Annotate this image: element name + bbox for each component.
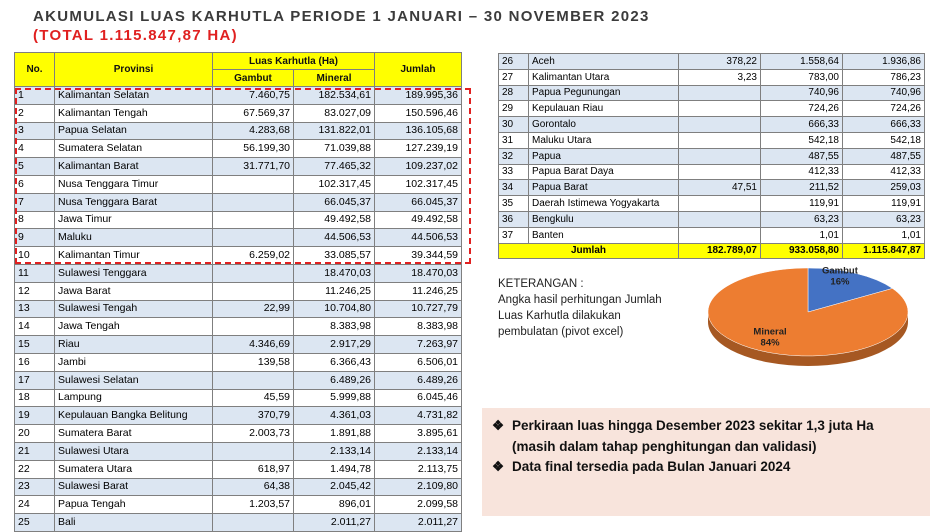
cell-no: 5 (15, 158, 55, 176)
cell-jumlah: 2.011,27 (375, 514, 462, 532)
header-no: No. (15, 53, 55, 87)
cell-provinsi: Papua Tengah (55, 496, 213, 514)
cell-mineral: 1.494,78 (294, 460, 375, 478)
cell-gambut: 7.460,75 (213, 87, 294, 105)
cell-mineral: 77.465,32 (294, 158, 375, 176)
cell-gambut (213, 371, 294, 389)
cell-mineral: 542,18 (761, 132, 843, 148)
total-label: Jumlah (499, 243, 679, 259)
cell-mineral: 4.361,03 (294, 407, 375, 425)
cell-provinsi: Jawa Tengah (55, 318, 213, 336)
cell-provinsi: Maluku Utara (529, 132, 679, 148)
cell-provinsi: Sumatera Utara (55, 460, 213, 478)
cell-gambut: 618,97 (213, 460, 294, 478)
table-row (499, 117, 925, 133)
cell-gambut (213, 442, 294, 460)
total-gambut: 182.789,07 (679, 243, 761, 259)
cell-gambut (679, 196, 761, 212)
projection-box (482, 408, 930, 516)
cell-gambut (679, 148, 761, 164)
total-row (499, 243, 925, 259)
cell-provinsi: Papua Pegunungan (529, 85, 679, 101)
cell-jumlah: 189.995,36 (375, 87, 462, 105)
cell-provinsi: Kalimantan Tengah (55, 104, 213, 122)
cell-jumlah: 102.317,45 (375, 175, 462, 193)
cell-no: 25 (15, 514, 55, 532)
cell-provinsi: Jambi (55, 353, 213, 371)
cell-provinsi: Kalimantan Barat (55, 158, 213, 176)
cell-mineral: 783,00 (761, 69, 843, 85)
cell-no: 37 (499, 227, 529, 243)
cell-jumlah: 109.237,02 (375, 158, 462, 176)
cell-gambut: 3,23 (679, 69, 761, 85)
cell-mineral: 11.246,25 (294, 282, 375, 300)
cell-no: 22 (15, 460, 55, 478)
cell-provinsi: Sumatera Barat (55, 425, 213, 443)
cell-provinsi: Sulawesi Barat (55, 478, 213, 496)
cell-gambut: 31.771,70 (213, 158, 294, 176)
cell-gambut (213, 318, 294, 336)
cell-jumlah: 1.936,86 (843, 54, 925, 70)
cell-jumlah: 119,91 (843, 196, 925, 212)
cell-mineral: 1.891,88 (294, 425, 375, 443)
page-subtitle-total: (TOTAL 1.115.847,87 HA) (33, 27, 238, 44)
top-ten-highlight-box (15, 88, 471, 264)
cell-jumlah: 542,18 (843, 132, 925, 148)
cell-jumlah: 7.263,97 (375, 336, 462, 354)
note-heading: KETERANGAN : (498, 278, 584, 290)
table-row (15, 282, 462, 300)
cell-gambut: 4.283,68 (213, 122, 294, 140)
cell-no: 7 (15, 193, 55, 211)
cell-mineral: 2.917,29 (294, 336, 375, 354)
cell-gambut (679, 117, 761, 133)
cell-provinsi: Kalimantan Utara (529, 69, 679, 85)
table-row (499, 69, 925, 85)
cell-no: 11 (15, 264, 55, 282)
cell-gambut: 47,51 (679, 180, 761, 196)
cell-mineral: 2.011,27 (294, 514, 375, 532)
cell-gambut (679, 132, 761, 148)
cell-no: 21 (15, 442, 55, 460)
cell-gambut: 4.346,69 (213, 336, 294, 354)
cell-jumlah: 49.492,58 (375, 211, 462, 229)
table-row (499, 132, 925, 148)
table-row (15, 318, 462, 336)
cell-gambut (679, 101, 761, 117)
cell-provinsi: Sulawesi Tenggara (55, 264, 213, 282)
cell-mineral: 131.822,01 (294, 122, 375, 140)
cell-gambut (679, 227, 761, 243)
cell-provinsi: Kepulauan Bangka Belitung (55, 407, 213, 425)
header-luas: Luas Karhutla (Ha) (213, 53, 375, 70)
cell-gambut: 56.199,30 (213, 140, 294, 158)
cell-provinsi: Sulawesi Utara (55, 442, 213, 460)
cell-no: 19 (15, 407, 55, 425)
cell-jumlah: 724,26 (843, 101, 925, 117)
cell-jumlah: 127.239,19 (375, 140, 462, 158)
diamond-bullet-icon: ❖ (492, 418, 505, 433)
header-jumlah: Jumlah (375, 53, 462, 87)
cell-provinsi: Maluku (55, 229, 213, 247)
cell-mineral: 10.704,80 (294, 300, 375, 318)
cell-provinsi: Daerah Istimewa Yogyakarta (529, 196, 679, 212)
cell-no: 20 (15, 425, 55, 443)
table-row (499, 164, 925, 180)
pie-chart (690, 262, 930, 380)
cell-no: 6 (15, 175, 55, 193)
cell-no: 23 (15, 478, 55, 496)
cell-no: 4 (15, 140, 55, 158)
table-row (15, 442, 462, 460)
cell-provinsi: Jawa Barat (55, 282, 213, 300)
cell-gambut: 45,59 (213, 389, 294, 407)
cell-provinsi: Kalimantan Timur (55, 247, 213, 265)
cell-no: 26 (499, 54, 529, 70)
cell-provinsi: Aceh (529, 54, 679, 70)
cell-no: 10 (15, 247, 55, 265)
cell-no: 28 (499, 85, 529, 101)
table-row (15, 478, 462, 496)
header-provinsi: Provinsi (55, 53, 213, 87)
table-row (15, 264, 462, 282)
cell-no: 8 (15, 211, 55, 229)
cell-jumlah: 10.727,79 (375, 300, 462, 318)
cell-mineral: 1.558,64 (761, 54, 843, 70)
cell-jumlah: 11.246,25 (375, 282, 462, 300)
cell-no: 12 (15, 282, 55, 300)
cell-jumlah: 63,23 (843, 211, 925, 227)
cell-gambut (679, 85, 761, 101)
pie-label-mineral: Mineral (753, 326, 787, 338)
cell-no: 13 (15, 300, 55, 318)
cell-no: 35 (499, 196, 529, 212)
cell-jumlah: 6.045,46 (375, 389, 462, 407)
cell-provinsi: Bali (55, 514, 213, 532)
cell-mineral: 44.506,53 (294, 229, 375, 247)
cell-provinsi: Nusa Tenggara Barat (55, 193, 213, 211)
cell-jumlah: 8.383,98 (375, 318, 462, 336)
cell-jumlah: 740,96 (843, 85, 925, 101)
table-row (15, 425, 462, 443)
cell-mineral: 2.133,14 (294, 442, 375, 460)
table-row (15, 496, 462, 514)
cell-mineral: 896,01 (294, 496, 375, 514)
header-gambut: Gambut (213, 70, 294, 87)
cell-no: 2 (15, 104, 55, 122)
note-line-1: Angka hasil perhitungan Jumlah (498, 294, 662, 306)
cell-jumlah: 6.506,01 (375, 353, 462, 371)
cell-mineral: 6.366,43 (294, 353, 375, 371)
cell-jumlah: 150.596,46 (375, 104, 462, 122)
cell-no: 34 (499, 180, 529, 196)
cell-jumlah: 6.489,26 (375, 371, 462, 389)
cell-mineral: 63,23 (761, 211, 843, 227)
cell-mineral: 83.027,09 (294, 104, 375, 122)
cell-gambut (679, 211, 761, 227)
cell-provinsi: Sumatera Selatan (55, 140, 213, 158)
pie-label-gambut: Gambut (821, 265, 858, 277)
cell-mineral: 8.383,98 (294, 318, 375, 336)
cell-gambut: 1.203,57 (213, 496, 294, 514)
cell-no: 18 (15, 389, 55, 407)
cell-provinsi: Sulawesi Tengah (55, 300, 213, 318)
cell-gambut (213, 264, 294, 282)
cell-provinsi: Papua Selatan (55, 122, 213, 140)
table-row (15, 389, 462, 407)
cell-provinsi: Nusa Tenggara Timur (55, 175, 213, 193)
table-row (499, 227, 925, 243)
cell-mineral: 33.085,57 (294, 247, 375, 265)
cell-provinsi: Banten (529, 227, 679, 243)
cell-gambut: 139,58 (213, 353, 294, 371)
cell-jumlah: 66.045,37 (375, 193, 462, 211)
cell-mineral: 102.317,45 (294, 175, 375, 193)
pie-percent-gambut: 16% (830, 276, 850, 288)
cell-mineral: 724,26 (761, 101, 843, 117)
table-row (15, 514, 462, 532)
cell-jumlah: 786,23 (843, 69, 925, 85)
province-table-right (498, 53, 925, 259)
cell-no: 17 (15, 371, 55, 389)
table-row (499, 196, 925, 212)
cell-jumlah: 2.113,75 (375, 460, 462, 478)
cell-gambut: 6.259,02 (213, 247, 294, 265)
cell-gambut: 2.003,73 (213, 425, 294, 443)
cell-jumlah: 44.506,53 (375, 229, 462, 247)
cell-jumlah: 259,03 (843, 180, 925, 196)
cell-mineral: 740,96 (761, 85, 843, 101)
note-line-2: Luas Karhutla dilakukan (498, 310, 621, 322)
table-row (15, 460, 462, 478)
bullet-item-projection: ❖ Perkiraan luas hingga Desember 2023 sekitar 1,3 juta Ha (masih dalam tahap penghitungan dan validasi) (492, 418, 874, 454)
cell-gambut (213, 282, 294, 300)
table-row (499, 101, 925, 117)
cell-jumlah: 412,33 (843, 164, 925, 180)
cell-mineral: 1,01 (761, 227, 843, 243)
cell-jumlah: 4.731,82 (375, 407, 462, 425)
cell-mineral: 182.534,61 (294, 87, 375, 105)
cell-provinsi: Kepulauan Riau (529, 101, 679, 117)
cell-mineral: 487,55 (761, 148, 843, 164)
cell-provinsi: Bengkulu (529, 211, 679, 227)
cell-mineral: 5.999,88 (294, 389, 375, 407)
cell-no: 29 (499, 101, 529, 117)
cell-gambut: 378,22 (679, 54, 761, 70)
cell-jumlah: 136.105,68 (375, 122, 462, 140)
cell-no: 1 (15, 87, 55, 105)
cell-no: 3 (15, 122, 55, 140)
cell-no: 31 (499, 132, 529, 148)
cell-no: 27 (499, 69, 529, 85)
cell-provinsi: Papua Barat (529, 180, 679, 196)
cell-provinsi: Riau (55, 336, 213, 354)
table-row (15, 407, 462, 425)
table-row (499, 85, 925, 101)
cell-no: 24 (15, 496, 55, 514)
cell-gambut (679, 164, 761, 180)
table-row (499, 180, 925, 196)
cell-jumlah: 39.344,59 (375, 247, 462, 265)
cell-no: 15 (15, 336, 55, 354)
cell-gambut: 370,79 (213, 407, 294, 425)
cell-jumlah: 1,01 (843, 227, 925, 243)
cell-mineral: 66.045,37 (294, 193, 375, 211)
pie-percent-mineral: 84% (760, 337, 780, 349)
page-title: AKUMULASI LUAS KARHUTLA PERIODE 1 JANUARI – 30 NOVEMBER 2023 (33, 8, 650, 25)
cell-jumlah: 666,33 (843, 117, 925, 133)
cell-mineral: 71.039,88 (294, 140, 375, 158)
cell-jumlah: 2.099,58 (375, 496, 462, 514)
header-mineral: Mineral (294, 70, 375, 87)
cell-jumlah: 18.470,03 (375, 264, 462, 282)
cell-mineral: 666,33 (761, 117, 843, 133)
cell-no: 36 (499, 211, 529, 227)
note-block (498, 276, 662, 340)
cell-provinsi: Papua (529, 148, 679, 164)
cell-gambut: 64,38 (213, 478, 294, 496)
cell-gambut (213, 514, 294, 532)
cell-no: 32 (499, 148, 529, 164)
cell-provinsi: Sulawesi Selatan (55, 371, 213, 389)
total-mineral: 933.058,80 (761, 243, 843, 259)
diamond-bullet-icon: ❖ (492, 459, 505, 474)
cell-provinsi: Papua Barat Daya (529, 164, 679, 180)
table-row (15, 371, 462, 389)
table-row (15, 353, 462, 371)
table-row (499, 54, 925, 70)
cell-provinsi: Kalimantan Selatan (55, 87, 213, 105)
cell-mineral: 2.045,42 (294, 478, 375, 496)
cell-provinsi: Jawa Timur (55, 211, 213, 229)
total-jumlah: 1.115.847,87 (843, 243, 925, 259)
note-line-3: pembulatan (pivot excel) (498, 326, 624, 338)
table-row (15, 300, 462, 318)
cell-no: 14 (15, 318, 55, 336)
cell-jumlah: 2.133,14 (375, 442, 462, 460)
table-row (499, 211, 925, 227)
cell-no: 9 (15, 229, 55, 247)
cell-gambut: 67.569,37 (213, 104, 294, 122)
cell-no: 30 (499, 117, 529, 133)
cell-jumlah: 2.109,80 (375, 478, 462, 496)
cell-mineral: 49.492,58 (294, 211, 375, 229)
table-row (15, 336, 462, 354)
cell-mineral: 412,33 (761, 164, 843, 180)
cell-provinsi: Gorontalo (529, 117, 679, 133)
cell-mineral: 119,91 (761, 196, 843, 212)
cell-mineral: 211,52 (761, 180, 843, 196)
cell-mineral: 18.470,03 (294, 264, 375, 282)
cell-jumlah: 487,55 (843, 148, 925, 164)
cell-mineral: 6.489,26 (294, 371, 375, 389)
cell-jumlah: 3.895,61 (375, 425, 462, 443)
table-row (499, 148, 925, 164)
bullet-item-final-data: ❖ Data final tersedia pada Bulan Januari 2024 (492, 457, 920, 478)
cell-no: 33 (499, 164, 529, 180)
cell-gambut: 22,99 (213, 300, 294, 318)
cell-provinsi: Lampung (55, 389, 213, 407)
cell-no: 16 (15, 353, 55, 371)
